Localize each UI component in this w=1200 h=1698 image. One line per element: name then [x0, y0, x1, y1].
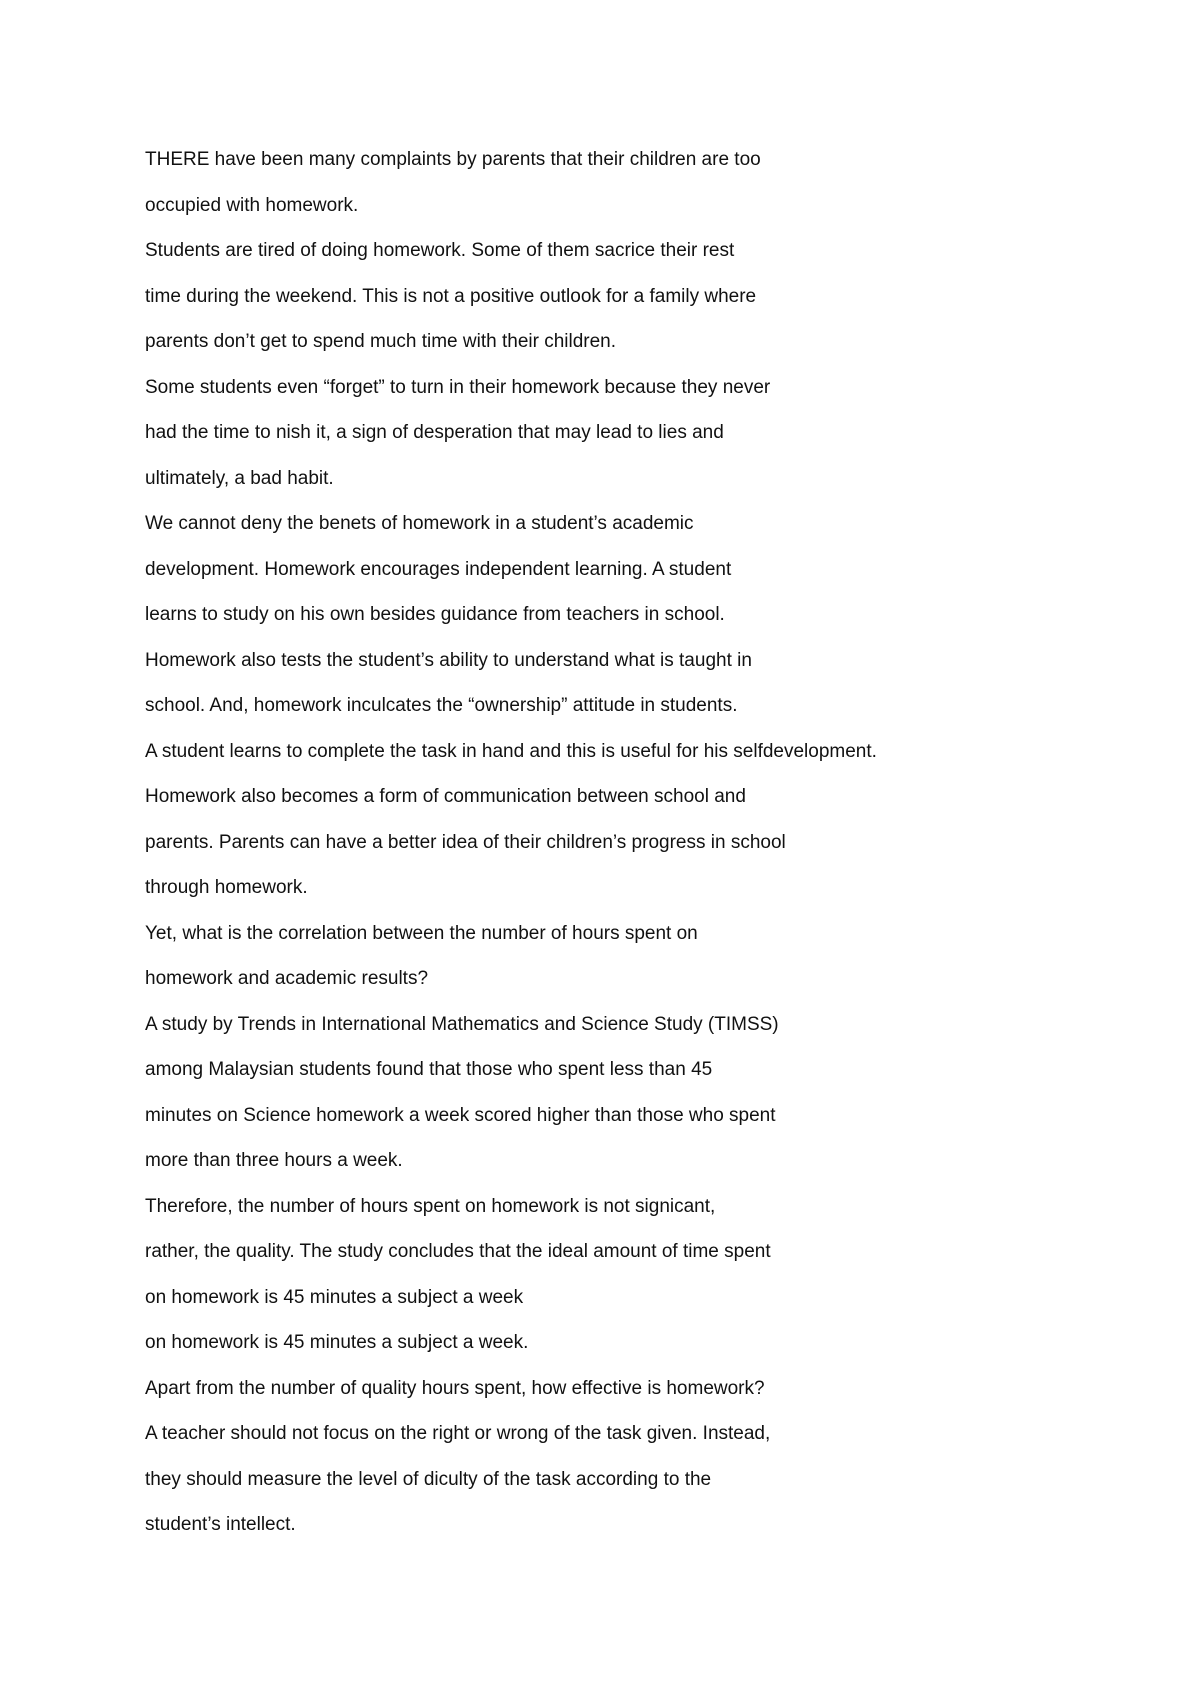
- text-line: through homework.: [145, 877, 308, 898]
- text-line: on homework is 45 minutes a subject a week: [145, 1286, 524, 1308]
- text-line: Homework also tests the student’s ability to understand what is taught in: [145, 649, 752, 671]
- text-line: learns to study on his own besides guidance from teachers in school.: [145, 604, 725, 625]
- text-line: rather, the quality. The study concludes that the ideal amount of time spent: [145, 1241, 771, 1262]
- text-line: student’s intellect.: [145, 1514, 296, 1535]
- text-line: Yet, what is the correlation between the number of hours spent on: [145, 922, 698, 944]
- text-line: development. Homework encourages independent learning. A student: [145, 558, 732, 580]
- text-line: A student learns to complete the task in hand and this is useful for his selfdevelopment.: [145, 740, 877, 762]
- text-line: ultimately, a bad habit.: [145, 467, 334, 489]
- text-line: A teacher should not focus on the right or wrong of the task given. Instead,: [145, 1423, 771, 1444]
- document-body: [145, 145, 1145, 1556]
- text-line: occupied with homework.: [145, 194, 359, 216]
- text-line: minutes on Science homework a week scored higher than those who spent: [145, 1104, 776, 1126]
- text-line: Homework also becomes a form of communication between school and: [145, 786, 746, 807]
- text-line: on homework is 45 minutes a subject a week.: [145, 1332, 529, 1353]
- text-line: THERE have been many complaints by parents that their children are too: [145, 149, 761, 170]
- text-line: We cannot deny the benets of homework in a student’s academic: [145, 513, 694, 534]
- text-line: Students are tired of doing homework. Some of them sacrice their rest: [145, 240, 735, 261]
- text-line: parents. Parents can have a better idea of their children’s progress in school: [145, 831, 786, 853]
- text-line: they should measure the level of diculty of the task according to the: [145, 1468, 712, 1490]
- text-line: time during the weekend. This is not a positive outlook for a family where: [145, 285, 757, 307]
- text-line: more than three hours a week.: [145, 1150, 403, 1171]
- text-line: school. And, homework inculcates the “ownership” attitude in students.: [145, 695, 738, 716]
- text-line: Apart from the number of quality hours spent, how effective is homework?: [145, 1377, 765, 1399]
- text-line: had the time to nish it, a sign of desperation that may lead to lies and: [145, 422, 724, 443]
- text-line: Therefore, the number of hours spent on homework is not signicant,: [145, 1195, 716, 1217]
- text-line: among Malaysian students found that those who spent less than 45: [145, 1059, 713, 1080]
- text-line: homework and academic results?: [145, 968, 429, 989]
- text-line: Some students even “forget” to turn in their homework because they never: [145, 376, 771, 398]
- text-line: parents don’t get to spend much time with their children.: [145, 331, 617, 352]
- text-line: A study by Trends in International Mathematics and Science Study (TIMSS): [145, 1013, 779, 1035]
